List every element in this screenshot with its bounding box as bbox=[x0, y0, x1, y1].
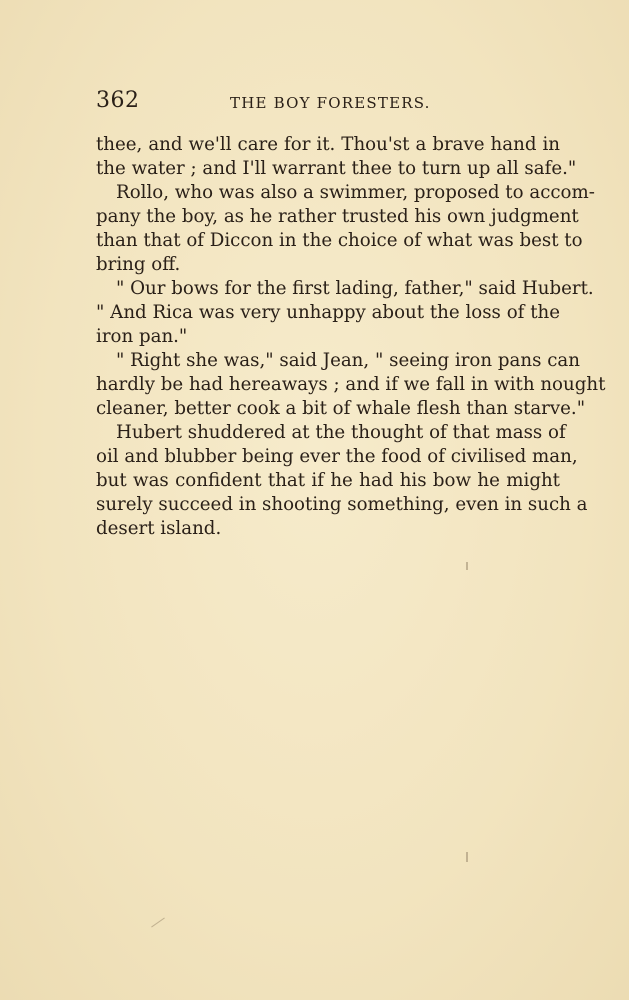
text-line: Rollo, who was also a swimmer, proposed to accom- bbox=[116, 182, 595, 203]
text-line: " And Rica was very unhappy about the loss of the bbox=[96, 302, 560, 323]
running-head bbox=[96, 88, 560, 118]
text-line: cleaner, better cook a bit of whale flesh than starve." bbox=[96, 398, 586, 419]
text-line: " Our bows for the first lading, father," said Hubert. bbox=[116, 278, 594, 299]
text-line: " Right she was," said Jean, " seeing iron pans can bbox=[116, 350, 580, 371]
text-line: than that of Diccon in the choice of what was best to bbox=[96, 230, 583, 251]
text-line: but was confident that if he had his bow he might bbox=[96, 470, 560, 491]
text-line: Hubert shuddered at the thought of that mass of bbox=[116, 422, 566, 443]
text-line: thee, and we'll care for it. Thou'st a brave hand in bbox=[96, 134, 560, 155]
text-line: bring off. bbox=[96, 254, 181, 275]
paper-speck bbox=[466, 852, 468, 862]
text-line: pany the boy, as he rather trusted his own judgment bbox=[96, 206, 579, 227]
text-line: oil and blubber being ever the food of civilised man, bbox=[96, 446, 578, 467]
paper-speck bbox=[466, 562, 468, 570]
text-line: iron pan." bbox=[96, 326, 188, 347]
body-text bbox=[96, 133, 606, 541]
running-title: THE BOY FORESTERS. bbox=[230, 94, 431, 112]
text-line: hardly be had hereaways ; and if we fall in with nought bbox=[96, 374, 606, 395]
paper-speck bbox=[151, 918, 165, 928]
page-number: 362 bbox=[96, 88, 140, 113]
text-line: surely succeed in shooting something, even in such a bbox=[96, 494, 588, 515]
text-line: desert island. bbox=[96, 518, 222, 539]
text-line: the water ; and I'll warrant thee to turn up all safe." bbox=[96, 158, 577, 179]
